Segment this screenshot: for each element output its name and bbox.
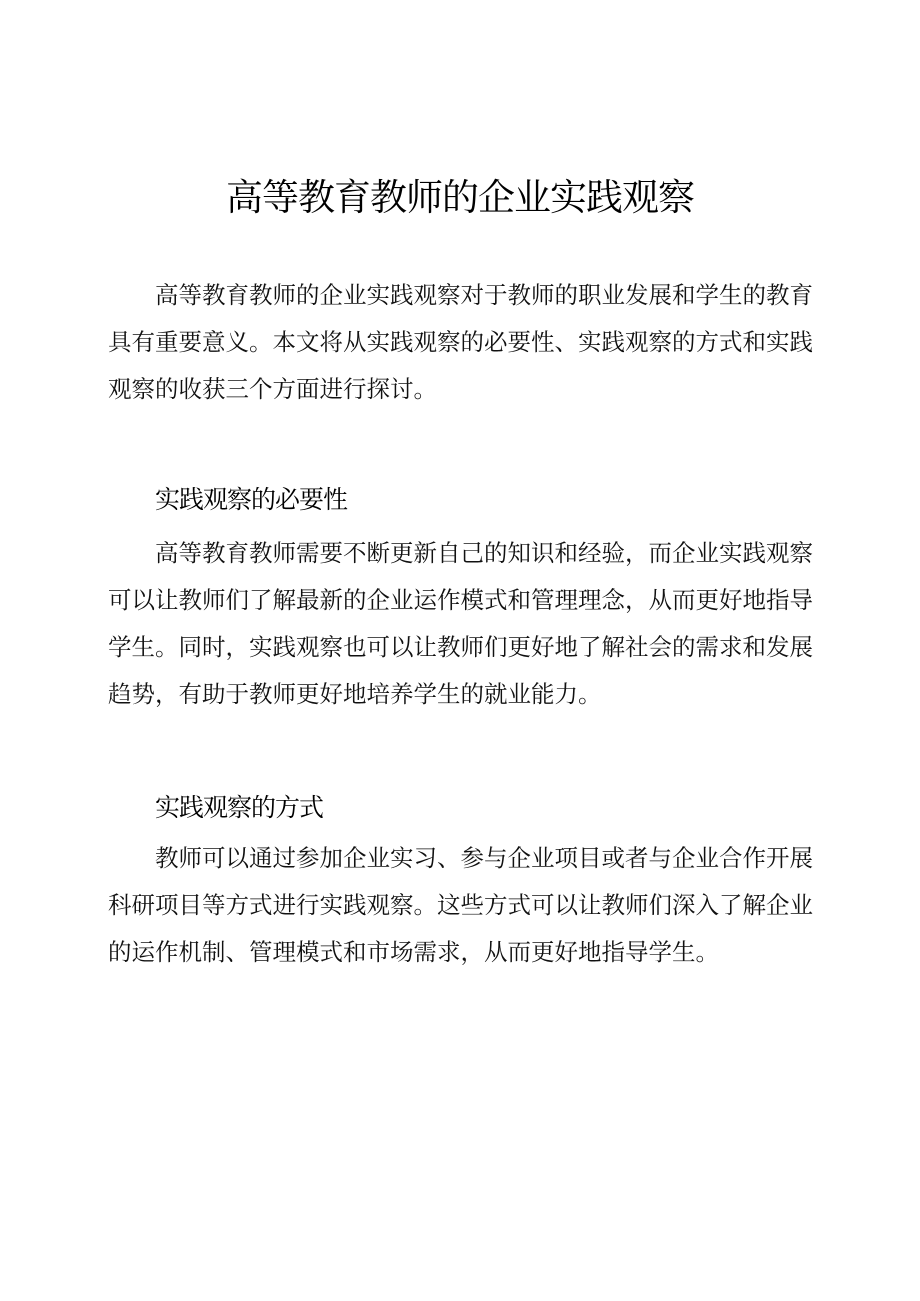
section-body-methods: 教师可以通过参加企业实习、参与企业项目或者与企业合作开展科研项目等方式进行实践观察。这些方式可以让教师们深入了解企业的运作机制、管理模式和市场需求，从而更好地指导学生。 — [108, 844, 813, 966]
section-heading-methods: 实践观察的方式 — [155, 793, 324, 822]
document-title: 高等教育教师的企业实践观察 — [226, 176, 694, 219]
section-heading-necessity: 实践观察的必要性 — [155, 485, 348, 514]
intro-paragraph: 高等教育教师的企业实践观察对于教师的职业发展和学生的教育具有重要意义。本文将从实践观察的必要性、实践观察的方式和实践观察的收获三个方面进行探讨。 — [108, 281, 813, 403]
section-body-necessity: 高等教育教师需要不断更新自己的知识和经验，而企业实践观察可以让教师们了解最新的企业运作模式和管理理念，从而更好地指导学生。同时，实践观察也可以让教师们更好地了解社会的需求和发展趋势，有助于教师更好地培养学生的就业能力。 — [108, 539, 813, 708]
